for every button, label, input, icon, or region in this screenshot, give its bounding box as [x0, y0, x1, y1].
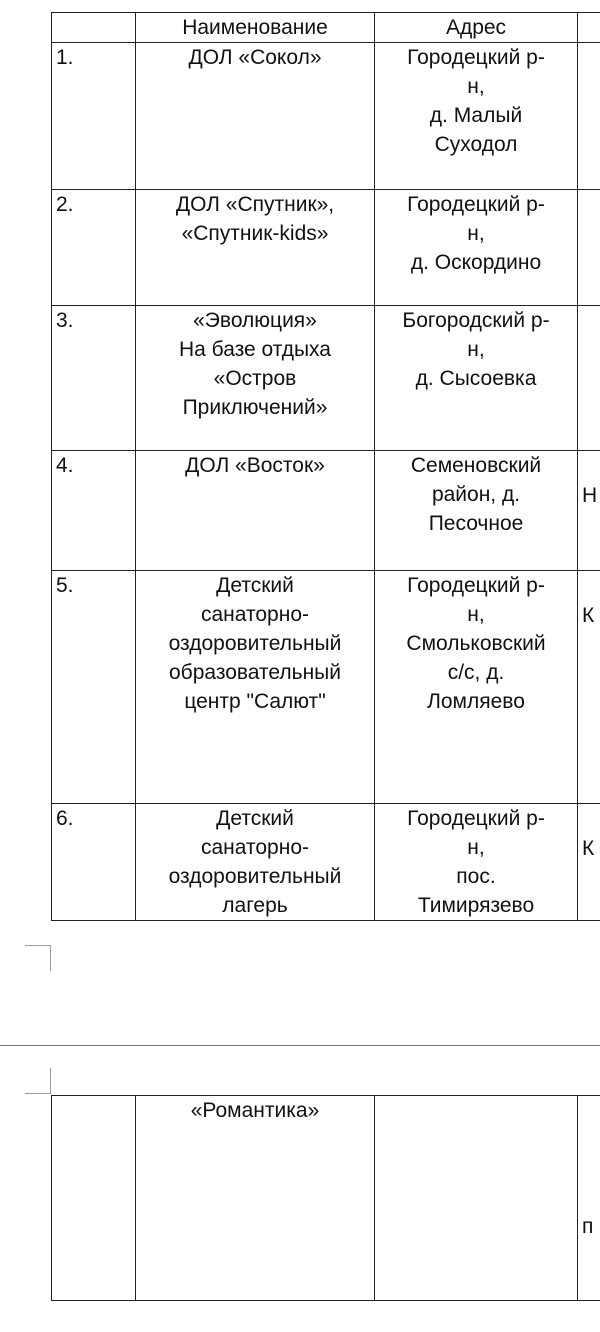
row-number: 4. [52, 451, 136, 571]
row-address: Городецкий р- н, д. Оскордино [375, 190, 578, 306]
row-extra [578, 43, 600, 190]
table-row [52, 804, 600, 921]
table-row [52, 306, 600, 451]
page-break-divider [0, 1045, 600, 1046]
row-extra: Н [578, 451, 600, 571]
row-address: Городецкий р- н, д. Малый Суходол [375, 43, 578, 190]
table-header-row [52, 13, 600, 43]
row-address [375, 1096, 578, 1301]
row-name: ДОЛ «Сокол» [136, 43, 375, 190]
row-name: ДОЛ «Спутник», «Спутник-kids» [136, 190, 375, 306]
row-address: Семеновский район, д. Песочное [375, 451, 578, 571]
header-number [52, 13, 136, 43]
row-address: Городецкий р- н, Смольковский с/с, д. Ломляево [375, 571, 578, 804]
row-name: «Эволюция» На базе отдыха «Остров Приключений» [136, 306, 375, 451]
row-address: Городецкий р- н, пос. Тимирязево [375, 804, 578, 921]
row-extra [578, 306, 600, 451]
table-row [52, 571, 600, 804]
row-name: Детский санаторно- оздоровительный лагерь [136, 804, 375, 921]
row-extra: К [578, 571, 600, 804]
row-extra [578, 190, 600, 306]
table-row [52, 451, 600, 571]
row-number: 2. [52, 190, 136, 306]
table-row [52, 43, 600, 190]
row-extra: К [578, 804, 600, 921]
row-name: Детский санаторно- оздоровительный образовательный центр "Салют" [136, 571, 375, 804]
header-name: Наименование [136, 13, 375, 43]
row-extra: п [578, 1096, 600, 1301]
header-address: Адрес [375, 13, 578, 43]
row-name: «Романтика» [136, 1096, 375, 1301]
row-number: 3. [52, 306, 136, 451]
table-row [52, 190, 600, 306]
camps-table [51, 12, 600, 921]
row-number: 6. [52, 804, 136, 921]
row-number: 5. [52, 571, 136, 804]
header-extra [578, 13, 600, 43]
row-number [52, 1096, 136, 1301]
page-corner-mark [25, 1068, 51, 1094]
row-name: ДОЛ «Восток» [136, 451, 375, 571]
row-address: Богородский р- н, д. Сысоевка [375, 306, 578, 451]
row-number: 1. [52, 43, 136, 190]
camps-table-continuation [51, 1095, 600, 1301]
page-corner-mark [25, 945, 51, 971]
table-row [52, 1096, 600, 1301]
